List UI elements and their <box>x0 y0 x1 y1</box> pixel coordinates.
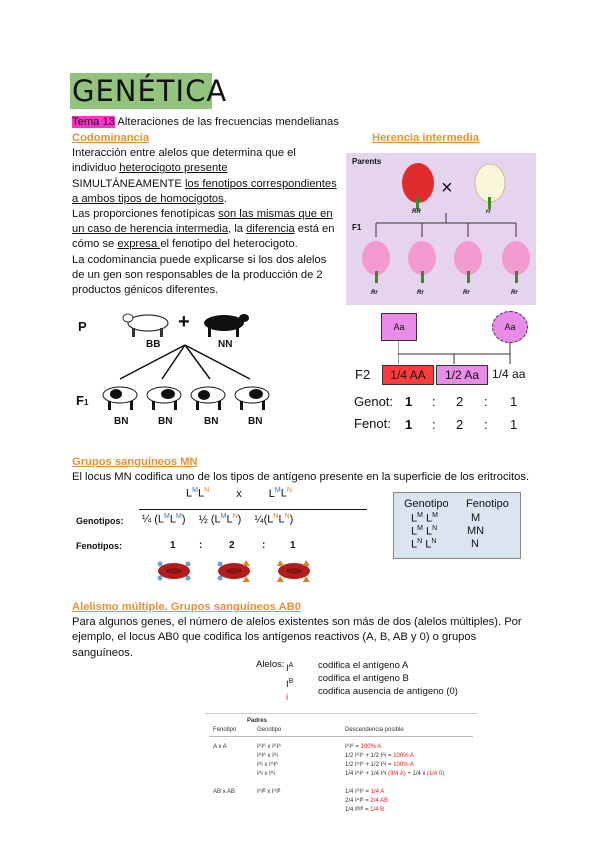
cow-spotted-row <box>100 383 270 413</box>
label-bn-3: BN <box>204 416 219 427</box>
f2-bracket <box>398 340 528 366</box>
tema-line: Tema 13 Alteraciones de las frecuencias mendelianas <box>72 116 339 128</box>
mn-desc: El locus MN codifica uno de los tipos de antígeno presente en la superficie de los eritrocitos. <box>72 471 530 483</box>
erythrocyte-icons <box>154 558 314 584</box>
label-bb: BB <box>146 339 161 350</box>
label-bn-4: BN <box>248 416 263 427</box>
ab0-section: Alelismo múltiple. Grupos sanguíneos AB0 Para algunos genes, el número de alelos existentes son más de dos (alelos múltiples). Por ejemplo, el locus AB0 que codifica los antígenos reactivos (A, B, AB y 0) o grupos sanguíneos. <box>72 601 522 659</box>
page-title: GENÉTICA <box>72 74 228 108</box>
alelos-desc: codifica el antígeno A codifica el antígeno B codifica ausencia de antígeno (0) <box>318 660 458 697</box>
col-fenotipo: Fenotipo <box>466 498 509 510</box>
flower-art <box>346 153 536 305</box>
label-bn-2: BN <box>158 416 173 427</box>
cow-white-icon <box>122 309 174 339</box>
cow-black-icon <box>198 309 250 339</box>
fenotipos-label: Fenotipos: <box>76 541 122 551</box>
mn-divider <box>139 509 367 510</box>
col-genotipo: Genotipo <box>404 498 449 510</box>
mn-cross: $L^ML^N$ x $L^ML^N$ <box>186 487 292 500</box>
aa-box-left: Aa <box>381 313 417 341</box>
mn-genotypes: ¼ $(L^ML^M)$ ½ $(L^ML^N)$ $\frac{1}{4}(L^NL^N)$ <box>142 513 294 526</box>
ab0-table: Padres Fenotipo Genotipo Descendencia posible A x A IᴬIᴬ x IᴬIᴬ IᴬIᴬ x Iᴬi Iᴬi x IᴬIᴬ Iᴬi x Iᴬi IᴬIᴬ = 100% A 1/2 IᴬIᴬ + 1/2 Iᴬi = 100% A 1/2 IᴬIᴬ + 1/2 Iᴬi = 100% A 1/4 IᴬIᴬ + 1/4 Iᴬi (3/4 A) + 1/4 ii (1/4 0) AB x AB IᴬIᴮ x IᴬIᴮ 1/4 IᴬIᴬ = 1/4 A 2/4 IᴬIᴮ = 2/4 AB 1/4 IᴮIᴮ = 1/4 B <box>205 713 477 824</box>
codominancia-heading: Codominancia <box>72 132 150 144</box>
f2-label: F2 <box>355 367 371 382</box>
label-bn-1: BN <box>114 416 129 427</box>
genotype-aa-recessive: 1/4 aa <box>492 367 526 381</box>
genot-label: Genot: <box>354 394 394 409</box>
codominancia-section: Codominancia Interacción entre alelos que determina que el individuo heterocigoto presente SIMULTÁNEAMENTE los fenotipos correspondientes a ambos tipos de homocigotos. Las proporciones fenotípicas son las mismas que en un caso de herencia intermedia, la diferencia está en cómo se expresa el fenotipo del heterocigoto. La codominancia puede explicarse si los dos alelos de un gen son responsables de la producción de 2 productos génicos diferentes. <box>72 132 337 297</box>
aa-circle-right: Aa <box>492 311 528 343</box>
alelos-label: Alelos: <box>256 659 285 670</box>
genotype-aa-dominant: 1/4 AA <box>382 365 434 385</box>
mn-genotype-table: Genotipo Fenotipo $L^M$ $L^M$ M $L^M$ $L^N$ MN $L^N$ $L^N$ N <box>393 492 521 559</box>
genotype-aa-hetero: 1/2 Aa <box>436 365 488 385</box>
tema-badge: Tema 13 <box>72 116 115 128</box>
label-f1: F1 <box>76 393 89 408</box>
label-nn: NN <box>218 339 233 350</box>
flower-diagram: Parents F1 × RR rr Rr Rr Rr Rr <box>346 153 536 305</box>
genotipos-label: Genotipos: <box>76 516 124 526</box>
cross-arrows <box>100 343 270 383</box>
alelos-list: $I^A$ $I^B$ i <box>286 662 294 704</box>
ab0-heading: Alelismo múltiple. Grupos sanguíneos AB0 <box>72 601 301 613</box>
fenot-label: Fenot: <box>354 416 391 431</box>
label-p: P <box>78 319 87 334</box>
herencia-heading: Herencia intermedia <box>372 132 479 144</box>
mn-heading: Grupos sanguíneos MN <box>72 456 198 468</box>
plus-sign: + <box>178 311 190 333</box>
cow-cross-diagram <box>70 305 280 435</box>
